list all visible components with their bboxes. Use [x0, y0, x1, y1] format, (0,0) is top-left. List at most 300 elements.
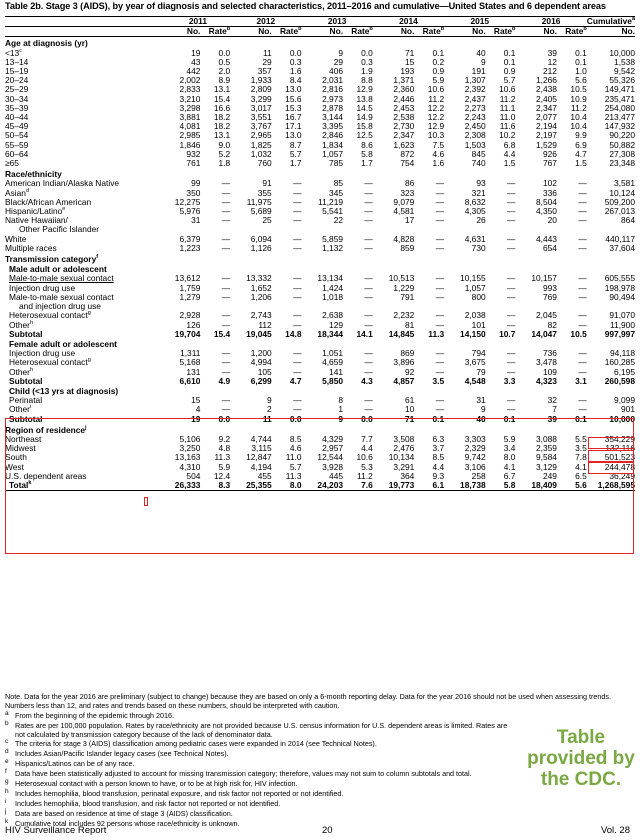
year-header-row — [5, 17, 635, 27]
count-cell: 43 — [191, 56, 201, 67]
rate-cell: 11.2 — [428, 93, 445, 104]
col-rate-header — [200, 27, 230, 37]
count-cell: 99 — [191, 178, 201, 189]
count-cell: 345 — [329, 187, 344, 198]
rate-cell: — — [293, 242, 302, 253]
rate-cell: 5.5 — [575, 433, 587, 444]
rate-cell: — — [435, 187, 445, 198]
footnote — [5, 750, 515, 759]
cumulative-cell: 90,494 — [609, 291, 635, 302]
rate-cell: 17.1 — [285, 121, 302, 132]
rate-cell: — — [221, 196, 231, 207]
row-label-text: 30–34 — [5, 93, 29, 104]
count-cell: 5,850 — [322, 375, 344, 386]
rate-cell: 9.3 — [432, 470, 445, 481]
row-label-sup: e — [62, 206, 66, 213]
rate-cell: — — [221, 310, 231, 321]
header-blank — [5, 17, 166, 27]
rate-cell: — — [364, 187, 373, 198]
count-cell: 2,031 — [322, 75, 344, 86]
rate-cell: 5.6 — [575, 75, 587, 86]
row-label-text: White — [5, 233, 27, 244]
count-cell: 993 — [542, 282, 557, 293]
cumulative-cell: 605,555 — [604, 273, 635, 284]
rate-cell: 7.8 — [575, 452, 587, 463]
count-cell: 767 — [542, 158, 557, 169]
rate-cell: — — [435, 206, 445, 217]
rate-cell: 0.0 — [289, 47, 302, 58]
rate-cell: 8.5 — [432, 452, 445, 463]
count-cell: 18,738 — [444, 481, 486, 491]
count-cell: 6,610 — [179, 375, 201, 386]
count-cell: 4,581 — [393, 206, 415, 217]
rate-cell: 4.4 — [361, 443, 373, 454]
count-cell: 3,106 — [464, 461, 486, 472]
table-row — [5, 396, 635, 405]
row-label-text: Perinatal — [9, 395, 43, 406]
section-sup: f — [96, 254, 99, 261]
row-label-text: 25–29 — [5, 84, 29, 95]
count-cell: 442 — [186, 66, 201, 77]
count-cell: 2,194 — [536, 121, 557, 132]
count-cell: 4,857 — [393, 375, 415, 386]
count-cell: 2,743 — [250, 310, 272, 321]
rate-cell: — — [364, 178, 373, 189]
rate-cell: — — [435, 242, 445, 253]
row-label-text: Multiple races — [5, 242, 57, 253]
count-cell: 4,744 — [250, 433, 272, 444]
count-cell: 845 — [471, 148, 486, 159]
count-cell: 859 — [400, 242, 415, 253]
rate-cell: — — [507, 310, 516, 321]
count-cell: 29 — [262, 56, 272, 67]
rate-cell: — — [435, 404, 445, 415]
row-label — [5, 58, 166, 67]
count-cell: 3,250 — [179, 443, 201, 454]
count-cell: 26 — [476, 215, 486, 226]
count-cell: 22 — [333, 215, 344, 226]
count-cell: 736 — [542, 348, 557, 359]
row-label-text: Asian — [5, 187, 26, 198]
count-cell: 2,232 — [393, 310, 415, 321]
count-cell: 1,307 — [464, 75, 486, 86]
count-cell: 504 — [186, 470, 201, 481]
rate-cell: 1.5 — [503, 158, 516, 169]
rate-cell: 13.0 — [285, 84, 302, 95]
row-label — [5, 113, 166, 122]
col-rate-label: Rate — [422, 26, 441, 37]
col-rate-header — [486, 27, 516, 37]
count-cell: 9 — [267, 395, 272, 406]
count-cell: 926 — [542, 148, 557, 159]
row-label-text: Subtotal — [9, 375, 43, 386]
rate-cell: — — [578, 357, 587, 368]
count-cell: 4,081 — [179, 121, 201, 132]
footnote-text: The criteria for stage 3 (AIDS) classification among pediatric cases were expanded in 2014 (see Technical Notes). — [15, 739, 377, 749]
count-cell: 2,846 — [322, 130, 344, 141]
rate-cell: — — [221, 215, 231, 226]
row-label-text: Other — [9, 404, 30, 415]
cumulative-cell: 27,308 — [609, 148, 635, 159]
page-number: 20 — [322, 825, 333, 836]
rate-cell: 8.0 — [503, 452, 516, 463]
count-cell: 85 — [333, 178, 344, 189]
column-header-row — [5, 27, 635, 37]
section-header — [5, 253, 635, 264]
table-row — [5, 159, 635, 168]
count-cell: 1,623 — [393, 139, 415, 150]
count-cell: 3,291 — [393, 461, 415, 472]
rate-cell: 5.7 — [503, 75, 516, 86]
rate-cell: — — [293, 282, 302, 293]
count-cell: 4,828 — [393, 233, 415, 244]
rate-cell: 3.4 — [503, 443, 516, 454]
row-label-sup: g — [87, 357, 91, 364]
count-cell: 19,704 — [174, 328, 201, 339]
rate-cell: 13.8 — [356, 93, 373, 104]
row-label-text: American Indian/Alaska Native — [5, 178, 120, 189]
rate-cell: 12.2 — [427, 102, 445, 113]
row-label-text: Midwest — [5, 443, 36, 454]
count-cell: 2,878 — [322, 102, 344, 113]
rate-cell: — — [221, 178, 231, 189]
rate-cell: 15.4 — [213, 328, 231, 339]
count-cell: 654 — [542, 242, 557, 253]
count-cell: 3,129 — [536, 461, 557, 472]
rate-cell: — — [435, 310, 445, 321]
rate-cell: — — [293, 233, 302, 244]
row-label-text: Heterosexual contact — [9, 310, 88, 321]
rate-cell: 8.4 — [289, 75, 302, 86]
count-cell: 12 — [547, 56, 557, 67]
rate-cell: — — [578, 319, 587, 330]
rate-cell: 10.5 — [570, 84, 587, 95]
count-cell: 5,689 — [250, 206, 272, 217]
count-cell: 357 — [257, 66, 272, 77]
rate-cell: — — [364, 206, 373, 217]
table-row — [5, 405, 635, 414]
rate-cell: 0.1 — [575, 56, 587, 67]
count-cell: 5,106 — [179, 433, 201, 444]
count-cell: 29 — [333, 56, 344, 67]
count-cell: 3,478 — [536, 357, 557, 368]
rate-cell: — — [293, 196, 302, 207]
count-cell: 2,360 — [393, 84, 415, 95]
rate-cell: 8.5 — [289, 433, 302, 444]
section-label: Transmission category — [5, 254, 97, 265]
rate-cell: 6.5 — [575, 470, 587, 481]
row-label-text: Total — [9, 479, 29, 490]
rate-cell: — — [221, 242, 231, 253]
count-cell: 1,834 — [322, 139, 344, 150]
rate-cell: — — [293, 404, 302, 415]
cumulative-cell: 501,523 — [604, 452, 635, 463]
col-rate-label: Rate — [565, 26, 584, 37]
rate-cell: 15.6 — [285, 93, 302, 104]
row-label-sup: k — [28, 479, 32, 486]
count-cell: 14,047 — [531, 328, 557, 339]
footnote-text: Includes hemophilia, blood transfusion, and risk factor not reported or not identified. — [15, 798, 281, 808]
count-cell: 4,305 — [464, 206, 486, 217]
year-header: 2014 — [373, 17, 444, 27]
count-cell: 105 — [257, 366, 272, 377]
rate-cell: 7.5 — [432, 139, 445, 150]
rate-cell: 0.0 — [289, 413, 302, 424]
count-cell: 79 — [476, 366, 486, 377]
rate-cell: — — [293, 178, 302, 189]
col-rate-label: Rate — [279, 26, 299, 37]
table-title: Table 2b. Stage 3 (AIDS), by year of diagnosis and selected characteristics, 2011–2016 and cumulative—United States and 6 dependent areas — [5, 1, 606, 11]
cumulative-cell: 267,013 — [604, 206, 635, 217]
row-label-text: Male-to-male sexual contact — [9, 273, 114, 284]
count-cell: 11 — [263, 47, 272, 58]
rate-cell: 1.9 — [361, 66, 373, 77]
rate-cell: 11.0 — [285, 452, 302, 463]
rate-cell: 3.5 — [432, 375, 445, 386]
row-label-text: 50–54 — [5, 130, 29, 141]
section-header-row — [5, 253, 635, 264]
rate-cell: — — [578, 196, 587, 207]
cumulative-cell: 90,220 — [609, 130, 635, 141]
count-cell: 10,134 — [388, 452, 415, 463]
rate-cell: 4.6 — [432, 148, 445, 159]
rate-cell: 6.9 — [575, 139, 587, 150]
rate-cell: — — [578, 206, 587, 217]
rate-cell: 11.1 — [499, 102, 516, 113]
row-label — [5, 141, 166, 150]
footnote-text: Heterosexual contact with a person known to have, or to be at high risk for, HIV infection. — [15, 779, 298, 789]
count-cell: 406 — [329, 66, 344, 77]
year-header: 2015 — [444, 17, 515, 27]
count-cell: 4,659 — [322, 357, 344, 368]
col-rate-header — [272, 27, 302, 37]
rate-cell: — — [435, 395, 445, 406]
cumulative-cell: 1,268,595 — [587, 481, 635, 491]
rate-cell: — — [293, 206, 302, 217]
rate-cell: 4.8 — [218, 443, 231, 454]
subsection-header: Female adult or adolescent — [9, 338, 117, 349]
count-cell: 71 — [405, 47, 415, 58]
year-header: 2011 — [166, 17, 231, 27]
rate-cell: 12.4 — [213, 470, 231, 481]
table-row — [5, 274, 635, 283]
rate-cell: 4.6 — [289, 443, 302, 454]
col-rate-header — [414, 27, 444, 37]
rate-cell: 0.3 — [289, 56, 302, 67]
count-cell: 3,299 — [250, 93, 272, 104]
rate-cell: — — [364, 404, 373, 415]
rate-cell: 15.3 — [285, 102, 302, 113]
rate-cell: 5.6 — [557, 481, 587, 491]
cumulative-cell: 198,978 — [604, 282, 635, 293]
count-cell: 2,002 — [179, 75, 201, 86]
count-cell: 2,077 — [536, 112, 557, 123]
footnote-marker: g — [5, 778, 9, 786]
col-no-header: No. — [444, 27, 486, 37]
count-cell: 39 — [547, 413, 557, 424]
cumulative-cell: 244,478 — [604, 461, 635, 472]
count-cell: 2,730 — [393, 121, 415, 132]
cumulative-cell: 254,080 — [604, 102, 635, 113]
rate-cell: — — [507, 178, 516, 189]
rate-cell: — — [435, 196, 445, 207]
count-cell: 1,032 — [250, 148, 272, 159]
rate-cell: — — [435, 178, 445, 189]
count-cell: 10,157 — [531, 273, 557, 284]
col-rate-label: Rate — [208, 26, 227, 37]
rate-cell: 7.7 — [361, 433, 373, 444]
rate-cell: 3.7 — [432, 443, 445, 454]
row-label — [5, 76, 166, 85]
rate-cell: — — [435, 215, 445, 226]
row-label-text: 40–44 — [5, 112, 29, 123]
count-cell: 10 — [405, 404, 415, 415]
rate-cell: 0.2 — [432, 56, 445, 67]
rate-cell: — — [364, 282, 373, 293]
rate-cell: — — [507, 242, 516, 253]
rate-cell: 16.6 — [213, 102, 231, 113]
table-row — [5, 377, 635, 386]
count-cell: 8 — [338, 395, 344, 406]
count-cell: 13,134 — [317, 273, 344, 284]
count-cell: 740 — [471, 158, 486, 169]
table-row — [5, 463, 635, 472]
rate-cell: — — [578, 215, 587, 226]
count-cell: 932 — [186, 148, 201, 159]
rate-cell: 13.0 — [285, 130, 302, 141]
row-label-text: Other — [9, 319, 30, 330]
count-cell: 2,809 — [250, 84, 272, 95]
cumulative-cell: 10,000 — [609, 413, 635, 424]
count-cell: 4 — [195, 404, 201, 415]
count-cell: 1,279 — [179, 291, 201, 302]
count-cell: 2,450 — [464, 121, 486, 132]
footnote-marker: e — [5, 758, 9, 766]
section-label: Region of residence — [5, 424, 86, 435]
count-cell: 800 — [471, 291, 486, 302]
count-cell: 1,018 — [322, 291, 344, 302]
row-label — [5, 131, 166, 140]
count-cell: 760 — [257, 158, 272, 169]
count-cell: 20 — [547, 215, 557, 226]
count-cell: 336 — [542, 187, 557, 198]
table-row — [5, 330, 635, 339]
col-rate-sup: b — [226, 26, 231, 33]
count-cell: 3,767 — [250, 121, 272, 132]
row-label — [5, 481, 166, 491]
section-label: Age at diagnosis (yr) — [5, 38, 88, 49]
count-cell: 82 — [547, 319, 557, 330]
rate-cell: — — [507, 196, 516, 207]
footnote — [5, 770, 515, 779]
rate-cell: 12.2 — [427, 112, 445, 123]
rate-cell: — — [293, 395, 302, 406]
row-label — [5, 225, 166, 234]
rate-cell: 11.3 — [214, 452, 231, 463]
count-cell: 92 — [405, 366, 415, 377]
count-cell: 10,513 — [388, 273, 415, 284]
count-cell: 86 — [405, 178, 415, 189]
rate-cell: 9.2 — [218, 433, 231, 444]
rate-cell: 3.5 — [575, 443, 587, 454]
footnote-marker: a — [5, 710, 9, 717]
rate-cell: — — [293, 310, 302, 321]
count-cell: 5,168 — [179, 357, 201, 368]
count-cell: 258 — [471, 470, 486, 481]
footnote-marker: j — [5, 807, 7, 815]
count-cell: 2,973 — [322, 93, 344, 104]
rate-cell: 14.9 — [356, 112, 373, 123]
footnote-marker: b — [5, 719, 9, 727]
count-cell: 6,094 — [250, 233, 272, 244]
rate-cell: 5.9 — [432, 75, 445, 86]
count-cell: 730 — [471, 242, 486, 253]
count-cell: 39 — [547, 47, 557, 58]
rate-cell: — — [293, 187, 302, 198]
row-label — [5, 150, 166, 159]
rate-cell: — — [507, 291, 516, 302]
rate-cell: 9.9 — [575, 130, 587, 141]
row-label — [5, 444, 166, 453]
count-cell: 31 — [191, 215, 201, 226]
count-cell: 2,833 — [179, 84, 201, 95]
rate-cell: — — [364, 233, 373, 244]
rate-cell: — — [507, 282, 516, 293]
table-row — [5, 415, 635, 424]
rate-cell: 1.8 — [218, 158, 231, 169]
count-cell: 1,057 — [322, 148, 344, 159]
count-cell: 32 — [547, 395, 557, 406]
row-label-text: South — [5, 452, 27, 463]
count-cell: 3,508 — [393, 433, 415, 444]
count-cell: 11,219 — [318, 196, 344, 207]
count-cell: 9 — [338, 47, 344, 58]
count-cell: 3,115 — [251, 443, 272, 454]
rate-cell: — — [221, 206, 231, 217]
rate-cell: — — [507, 348, 516, 359]
cumulative-cell: 91,070 — [609, 310, 635, 321]
footnote — [5, 712, 515, 721]
rate-cell: — — [221, 395, 231, 406]
table-row — [5, 58, 635, 67]
count-cell: 12,544 — [317, 452, 344, 463]
rate-cell: 0.9 — [432, 66, 445, 77]
count-cell: 754 — [400, 158, 415, 169]
count-cell: 5,976 — [179, 206, 201, 217]
count-cell: 19 — [191, 47, 201, 58]
count-cell: 1,132 — [322, 242, 344, 253]
rate-cell: 5.8 — [361, 148, 373, 159]
count-cell: 12,847 — [246, 452, 272, 463]
rate-cell: 4.1 — [503, 461, 516, 472]
count-cell: 4,194 — [250, 461, 272, 472]
rate-cell: — — [364, 291, 373, 302]
row-label-text: 20–24 — [5, 75, 29, 86]
rate-cell: 10.9 — [570, 93, 587, 104]
rate-cell: — — [221, 282, 231, 293]
count-cell: 2,243 — [464, 112, 486, 123]
rate-cell: 1.6 — [432, 158, 445, 169]
cumulative-cell: 9,542 — [614, 66, 635, 77]
rate-cell: — — [578, 404, 587, 415]
count-cell: 355 — [257, 187, 272, 198]
count-cell: 1,051 — [322, 348, 344, 359]
count-cell: 1,126 — [250, 242, 272, 253]
row-label-text: Other — [9, 366, 30, 377]
count-cell: 3,896 — [393, 357, 415, 368]
rate-cell: 0.5 — [218, 56, 231, 67]
rate-cell: — — [507, 233, 516, 244]
